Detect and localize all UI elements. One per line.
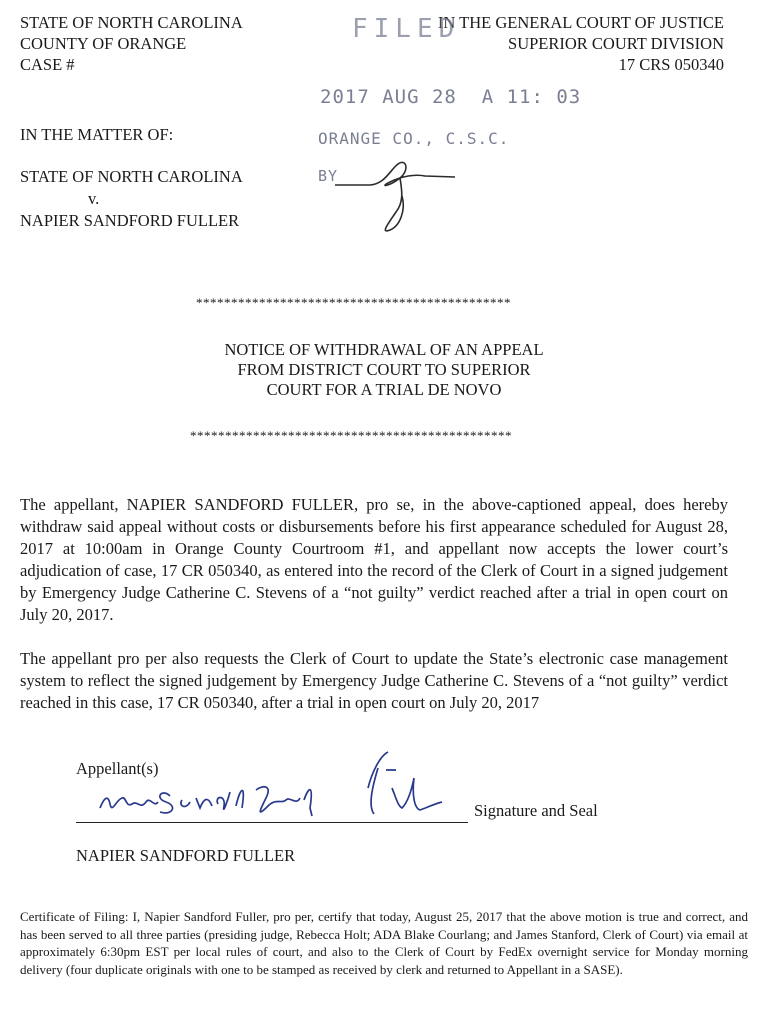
defendant-name: NAPIER SANDFORD FULLER (20, 211, 240, 230)
caption-case-number-label: CASE # (20, 55, 75, 74)
matter-label: IN THE MATTER OF: (20, 125, 174, 144)
signature-seal-label: Signature and Seal (474, 801, 598, 820)
caption-county: COUNTY OF ORANGE (20, 34, 187, 53)
title-line-2: FROM DISTRICT COURT TO SUPERIOR (237, 360, 531, 379)
appellant-signature (96, 748, 456, 828)
filed-stamp-by: BY (318, 167, 339, 185)
document-title (0, 340, 768, 400)
plaintiff-name: STATE OF NORTH CAROLINA (20, 167, 243, 186)
certificate-of-filing: Certificate of Filing: I, Napier Sandford Fuller, pro per, certify that today, August 25, 2017 that the above motion is true and correct, and has been served to all three parties (presiding judge, Rebecca Holt; ADA Blake Courlang; and James Stanford, Clerk of Court) via email at approximately 6:30pm EST per local rules of court, and also to the Clerk of Court by FedEx overnight service for Monday morning delivery (four duplicate originals with one to be stamped as received by clerk and returned to Appellant in a SASE). (20, 909, 748, 977)
appellant-label: Appellant(s) (76, 759, 159, 778)
versus-label: v. (88, 189, 100, 208)
divider-bottom: ********************************************** (190, 428, 512, 443)
court-name: IN THE GENERAL COURT OF JUSTICE (437, 13, 724, 32)
request-paragraph: The appellant pro per also requests the Clerk of Court to update the State’s electronic case management system to reflect the signed judgement by Emergency Judge Catherine C. Stevens of a “not guilty” verdict reached in this case, 17 CR 050340, after a trial in open court on July 20, 2017 (20, 649, 728, 712)
withdrawal-paragraph: The appellant, NAPIER SANDFORD FULLER, pro se, in the above-captioned appeal, does hereby withdraw said appeal without costs or disbursements before his first appearance scheduled for August 28, 2017 at 10:00am in Orange County Courtroom #1, and appellant now accepts the lower court’s adjudication of case, 17 CR 050340, as entered into the record of the Clerk of Court in a signed judgement by Emergency Judge Catherine C. Stevens of a “not guilty” verdict reached after a trial in open court on July 20, 2017. (20, 495, 728, 624)
clerk-signature (330, 150, 460, 240)
filed-stamp-word: FILED (352, 14, 461, 44)
filed-stamp-datetime: 2017 AUG 28 A 11: 03 (320, 86, 582, 108)
caption-right (438, 12, 724, 75)
court-division: SUPERIOR COURT DIVISION (508, 34, 724, 53)
title-line-1: NOTICE OF WITHDRAWAL OF AN APPEAL (224, 340, 544, 359)
printed-name: NAPIER SANDFORD FULLER (76, 846, 296, 865)
title-line-3: COURT FOR A TRIAL DE NOVO (266, 380, 502, 399)
divider-top: ********************************************* (196, 295, 511, 310)
caption-left (20, 12, 243, 75)
case-number: 17 CRS 050340 (618, 55, 724, 74)
filed-stamp-office: ORANGE CO., C.S.C. (318, 129, 510, 148)
caption-state: STATE OF NORTH CAROLINA (20, 13, 243, 32)
signature-line (76, 822, 468, 823)
